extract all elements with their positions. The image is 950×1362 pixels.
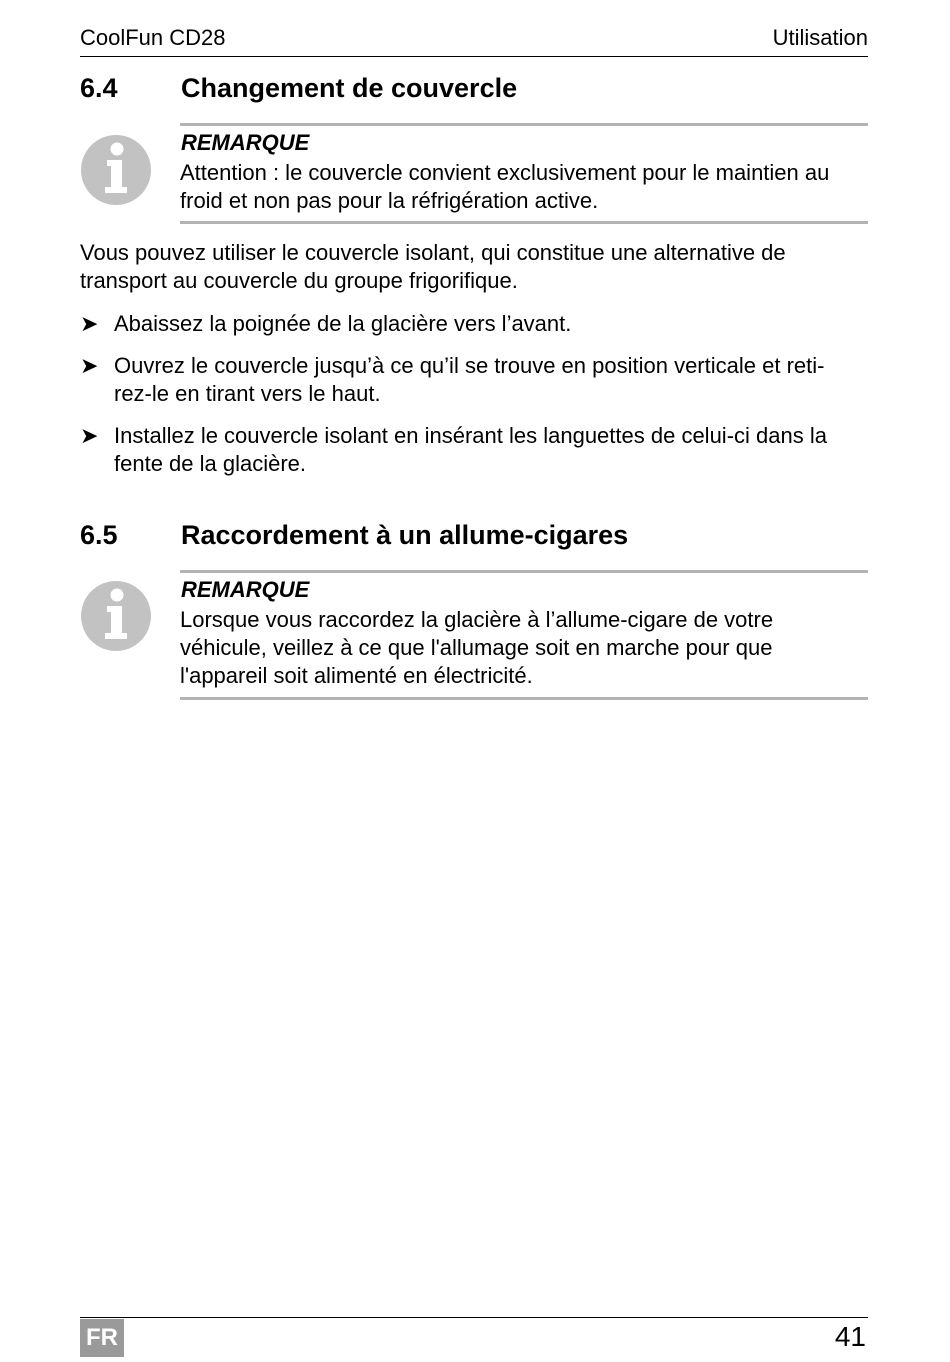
step-line: rez-le en tirant vers le haut. — [114, 381, 381, 406]
arrow-bullet-icon: ➤ — [80, 423, 99, 448]
note-line: véhicule, veillez à ce que l'allumage soit en marche pour que — [180, 635, 773, 660]
product-name: CoolFun CD28 — [80, 25, 226, 50]
note-line: Lorsque vous raccordez la glacière à l’allume-cigare de votre — [180, 607, 774, 632]
section-title: Changement de couvercle — [181, 73, 518, 103]
note-line: l'appareil soit alimenté en électricité. — [180, 663, 533, 688]
step-line: Ouvrez le couvercle jusqu’à ce qu’il se trouve en position verticale et reti- — [114, 353, 825, 378]
note-title: REMARQUE — [181, 577, 310, 602]
section-number: 6.5 — [80, 520, 118, 550]
section-number: 6.4 — [80, 73, 118, 103]
language-badge: FR — [80, 1319, 124, 1357]
info-icon — [80, 134, 152, 206]
footer-rule — [80, 1317, 868, 1318]
note-box — [180, 123, 868, 224]
note-title: REMARQUE — [181, 130, 310, 155]
arrow-bullet-icon: ➤ — [80, 353, 99, 378]
page-number: 41 — [834, 1321, 866, 1352]
note-line: froid et non pas pour la réfrigération active. — [180, 188, 599, 213]
step-line: fente de la glacière. — [114, 451, 307, 476]
paragraph-line: Vous pouvez utiliser le couvercle isolant, qui constitue une alternative de — [80, 240, 786, 265]
note-line: Attention : le couvercle convient exclusivement pour le maintien au — [180, 160, 830, 185]
page-header — [80, 24, 868, 57]
note-box — [180, 570, 868, 700]
arrow-bullet-icon: ➤ — [80, 311, 99, 336]
section-title: Raccordement à un allume-cigares — [181, 520, 629, 550]
paragraph-line: transport au couvercle du groupe frigorifique. — [80, 268, 518, 293]
step-line: Installez le couvercle isolant en insérant les languettes de celui-ci dans la — [114, 423, 827, 448]
info-icon — [80, 580, 152, 652]
chapter-name: Utilisation — [772, 25, 868, 50]
step-line: Abaissez la poignée de la glacière vers l’avant. — [114, 311, 572, 336]
